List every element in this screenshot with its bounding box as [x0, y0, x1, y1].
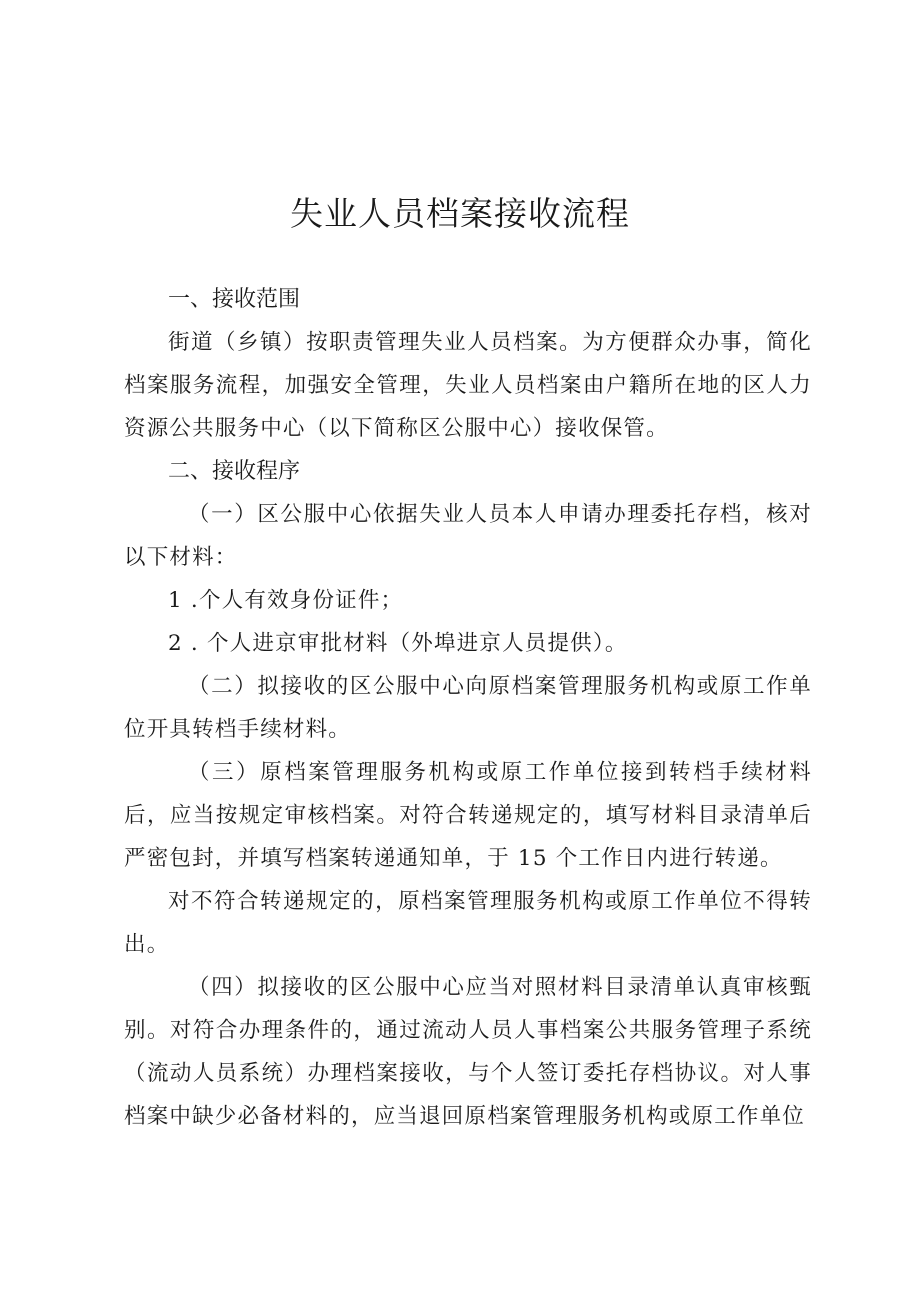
paragraph-procedure-4: （四）拟接收的区公服中心应当对照材料目录清单认真审核甄别。对符合办理条件的，通过流动人员人事档案公共服务管理子系统（流动人员系统）办理档案接收，与个人签订委托存档协议。对人事档案中缺少必备材料的，应当退回原档案管理服务机构或原工作单位 — [124, 975, 812, 1129]
paragraph-scope: 街道（乡镇）按职责管理失业人员档案。为方便群众办事，简化档案服务流程，加强安全管理，失业人员档案由户籍所在地的区人力资源公共服务中心（以下简称区公服中心）接收保管。 — [124, 330, 812, 441]
paragraph-procedure-1: （一）区公服中心依据失业人员本人申请办理委托存档，核对以下材料： — [124, 502, 812, 570]
paragraph-procedure-3: （三）原档案管理服务机构或原工作单位接到转档手续材料后，应当按规定审核档案。对符合转递规定的，填写材料目录清单后严密包封，并填写档案转递通知单，于 15 个工作日内进行转递。 — [124, 760, 812, 871]
document-title: 失业人员档案接收流程 — [290, 194, 630, 233]
list-item-id-document: 1 .个人有效身份证件； — [168, 588, 404, 613]
section-heading-scope: 一、接收范围 — [168, 287, 301, 312]
document-body — [124, 278, 812, 1138]
paragraph-procedure-3-note: 对不符合转递规定的，原档案管理服务机构或原工作单位不得转出。 — [124, 889, 812, 957]
list-item-approval-material: 2 . 个人进京审批材料（外埠进京人员提供）。 — [168, 631, 628, 656]
paragraph-procedure-2: （二）拟接收的区公服中心向原档案管理服务机构或原工作单位开具转档手续材料。 — [124, 674, 812, 742]
section-heading-procedure: 二、接收程序 — [168, 459, 301, 484]
